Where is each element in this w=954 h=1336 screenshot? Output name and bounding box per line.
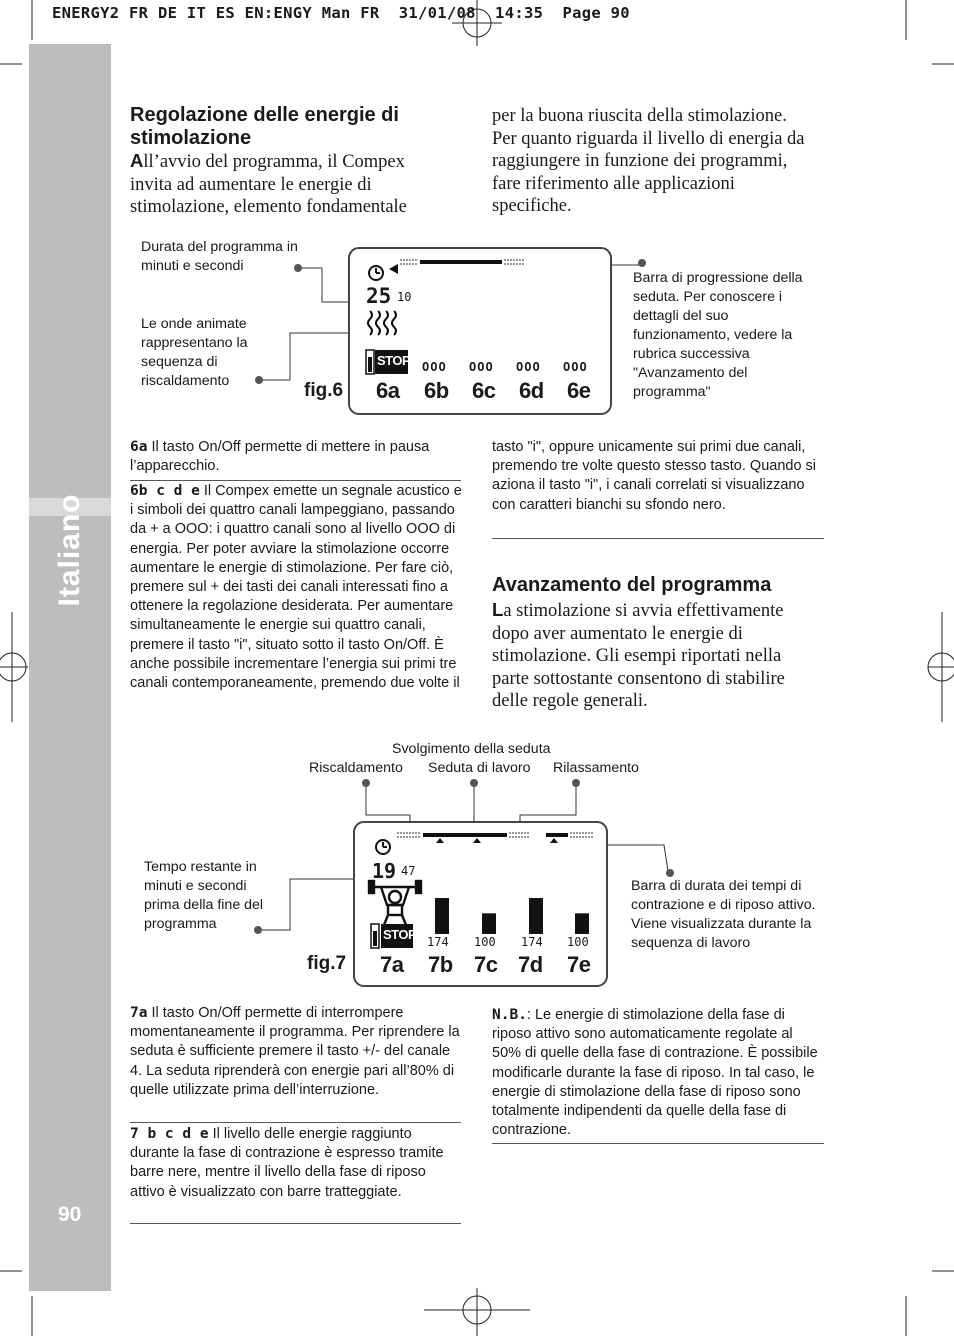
fig6-channel-marker: OOO — [422, 360, 447, 374]
divider — [492, 538, 824, 539]
fig7-channel-e: 7e — [567, 952, 591, 977]
fig7-channel-c: 7c — [474, 952, 498, 977]
section-title-energie: Regolazione delle energie di stimolazione — [130, 104, 399, 149]
fig6-channel-marker: OOO — [469, 360, 494, 374]
callout-waves: Le onde animate rappresentano la sequenza di riscaldamento — [141, 316, 248, 389]
fig6-channel-a: 6a — [376, 378, 400, 403]
note-6bcde: 6b c d e Il Compex emette un segnale acustico e i simboli dei quattro canali lampeggiano, passando da + a OOO: i quattro canali sono al livello OOO di energia. Per poter avviare la stimolazione occorre aumentare le energie di stimolazione. Per fare ciò, premere sul + dei tasti dei canali interessati fino a ottenere la regolazione desiderata. Per aumentare simultaneamente le energie sui quattro canali, premere il tasto "i", situato sotto il tasto On/Off. È anche possibile incrementare l’energia sui primi tre canali contemporaneamente, premendo due volte il — [130, 483, 462, 692]
callout-progress: Barra di progressione della seduta. Per conoscere i dettagli del suo funzionamento, vedere la rubrica successiva "Avanzamento del programma" — [633, 270, 803, 400]
note-6a: 6a Il tasto On/Off permette di mettere in pausa l’apparecchio. — [130, 439, 430, 475]
energy-bar-3 — [529, 898, 543, 934]
fig7-channel-d: 7d — [518, 952, 543, 977]
drop-cap: L — [492, 599, 504, 620]
energy-value: 100 — [474, 935, 496, 949]
energy-value: 100 — [567, 935, 589, 949]
language-label: Italiano — [53, 493, 86, 607]
energy-value: 174 — [427, 935, 449, 949]
note-7a: 7a Il tasto On/Off permette di interrompere momentaneamente il programma. Per riprendere la seduta è sufficiente premere il tasto +/- del canale 4. La seduta riprenderà con energie pari all’80% di quelle utilizzate prima dell’interruzione. — [130, 1005, 460, 1098]
phase-work: Seduta di lavoro — [428, 760, 531, 776]
callout-bars: Barra di durata dei tempi di contrazione e di riposo attivo. Viene visualizzata durante la sequenza di lavoro — [631, 878, 816, 951]
drop-cap: A — [130, 150, 144, 171]
energy-value: 174 — [521, 935, 543, 949]
fig6-channel-marker: OOO — [516, 360, 541, 374]
callout-duration: Durata del programma in minuti e secondi — [141, 239, 298, 274]
fig6-channel-d: 6d — [519, 378, 544, 403]
fig6-label: fig.6 — [304, 380, 344, 401]
fig7-channel-a: 7a — [380, 952, 404, 977]
language-tab — [44, 480, 96, 620]
fig7-time-big: 19 — [372, 859, 397, 883]
fig6-channel-e: 6e — [567, 378, 591, 403]
fig6-time-small: 10 — [397, 290, 412, 304]
fig6-channel-c: 6c — [472, 378, 496, 403]
section1-text-right: per la buona riuscita della stimolazione. Per quanto riguarda il livello di energia da raggiungere in funzione dei programmi, fare riferimento alle applicazioni specifiche. — [492, 106, 805, 217]
fig7-label: fig.7 — [307, 953, 347, 974]
page-number: 90 — [58, 1203, 82, 1226]
divider — [130, 1122, 461, 1123]
callout-remaining: Tempo restante in minuti e secondi prima della fine del programma — [144, 859, 264, 932]
fig6-channel-marker: OOO — [563, 360, 588, 374]
section2-text: La stimolazione si avvia effettivamente dopo aver aumentato le energie di stimolazione. Gli esempi riportati nella parte sottostante consentono di stabilire delle regole generali. — [492, 599, 785, 712]
sidebar — [29, 44, 111, 1291]
section-title-avanzamento: Avanzamento del programma — [492, 574, 772, 596]
energy-bar-4 — [575, 913, 589, 934]
session-title: Svolgimento della seduta — [392, 741, 551, 757]
fig6-stop-label: STOP — [377, 353, 411, 368]
divider — [130, 1223, 461, 1224]
divider — [492, 1143, 824, 1144]
fig7-channel-b: 7b — [428, 952, 453, 977]
fig6-channel-b: 6b — [424, 378, 449, 403]
section1-text-left: All’avvio del programma, il Compex invita ad aumentare le energie di stimolazione, elemento fondamentale — [130, 150, 407, 218]
note-6-continued: tasto "i", oppure unicamente sui primi due canali, premendo tre volte questo stesso tasto. Quando si aziona il tasto "i", i canali correlati si visualizzano con caratteri bianchi su sfondo nero. — [492, 439, 817, 513]
divider — [130, 480, 461, 481]
fig6-time-big: 25 — [366, 284, 392, 308]
note-nb: N.B.: Le energie di stimolazione della fase di riposo attivo sono automaticamente regolate al 50% di quelle della fase di contrazione. È possibile modificarle durante la fase di riposo. In tal caso, le energie di stimolazione della fase di riposo sono totalmente indipendenti da quelle della fase di contrazione. — [492, 1007, 818, 1139]
energy-bar-2 — [482, 913, 496, 934]
phase-warmup: Riscaldamento — [309, 760, 403, 776]
print-header: ENERGY2 FR DE IT ES EN:ENGY Man FR 31/01/08 14:35 Page 90 — [52, 4, 630, 22]
note-7bcde: 7 b c d e Il livello delle energie raggiunto durante la fase di contrazione è espresso tramite barre nere, mentre il livello della fase di riposo attivo è visualizzato con barre tratteggiate. — [130, 1126, 444, 1200]
energy-bar-1 — [435, 898, 449, 934]
fig7-time-small: 47 — [401, 864, 416, 878]
phase-relax: Rilassamento — [553, 760, 639, 776]
fig7-stop-label: STOP — [383, 927, 417, 942]
